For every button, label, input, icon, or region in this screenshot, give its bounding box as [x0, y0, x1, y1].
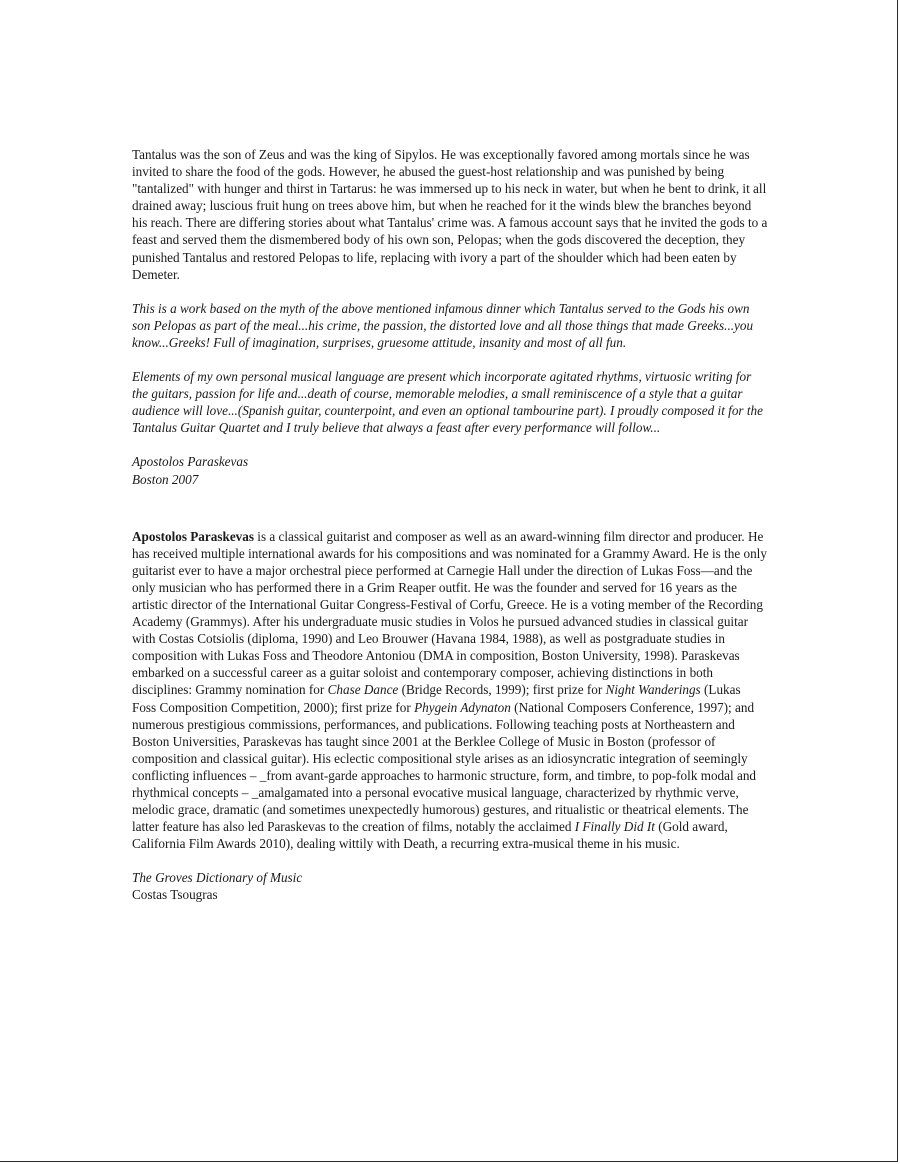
composer-note-paragraph-1: This is a work based on the myth of the above mentioned infamous dinner which Tantalus served to the Gods his own son Pelopas as part of the meal...his crime, the passion, the distorted love and all those things that made Greeks...you know...Greeks! Full of imagination, surprises, gruesome attitude, insanity and most of all fun. — [132, 300, 754, 350]
source-publication: The Groves Dictionary of Music — [132, 870, 303, 886]
biography-work-title: Phygein Adynaton — [414, 699, 511, 715]
biography-text: (Gold award, California Film Awards 2010), dealing wittily with Death, a recurring extra-musical theme in his music. — [132, 819, 728, 852]
biography-text: (National Composers Conference, 1997); and numerous prestigious commissions, performances, and publications. Following teaching posts at Northeastern and Boston Universities, Paraskevas has taught since 2001 at the Berklee College of Music in Boston (professor of composition and classical guitar). His eclectic compositional style arises as an idiosyncratic integration of seemingly conflicting influences – _from avant-garde approaches to harmonic structure, form, and timbre, to pop-folk modal and rhythmical concepts – _amalgamated into a personal evocative musical language, characterized by rhythmic verve, melodic grace, dramatic (and sometimes unexpectedly humorous) gestures, and ritualistic or theatrical elements. The latter feature has also led Paraskevas to the creation of films, notably the acclaimed — [132, 699, 757, 835]
biography-work-title: Night Wanderings — [605, 682, 701, 698]
biography-text: (Bridge Records, 1999); first prize for — [398, 682, 606, 698]
biography-text: is a classical guitarist and composer as well as an award-winning film director and producer. He has received multiple international awards for his compositions and was nominated for a Grammy Award. He is the only guitarist ever to have a major orchestral piece performed at Carnegie Hall under the direction of Lukas Foss—and the only musician who has performed there in a Grim Reaper outfit. He was the founder and served for 16 years as the artistic director of the International Guitar Congress-Festival of Corfu, Greece. He is a voting member of the Recording Academy (Grammys). After his undergraduate music studies in Volos he pursued advanced studies in classical guitar with Costas Cotsiolis (diploma, 1990) and Leo Brouwer (Havana 1984, 1988), as well as postgraduate studies in composition with Lukas Foss and Theodore Antoniou (DMA in composition, Boston University, 1998). Paraskevas embarked on a successful career as a guitar soloist and contemporary composer, achieving distinctions in both disciplines: Grammy nomination for — [132, 528, 767, 698]
biography-film-title: I Finally Did It — [574, 819, 655, 835]
biography-source — [132, 869, 768, 903]
composer-signature-place-year: Boston 2007 — [132, 471, 199, 487]
source-author: Costas Tsougras — [132, 887, 218, 903]
composer-signature-name: Apostolos Paraskevas — [132, 454, 249, 470]
biography-text: (Lukas Foss Composition Competition, 2000); first prize for — [132, 682, 741, 715]
tantalus-intro-paragraph: Tantalus was the son of Zeus and was the king of Sipylos. He was exceptionally favored among mortals since he was invited to share the food of the gods. However, he abused the guest-host relationship and was punished by being "tantalized" with hunger and thirst in Tartarus: he was immersed up to his neck in water, but when he bent to drink, it all drained away; luscious fruit hung on trees above him, but when he reached for it the winds blew the branches beyond his reach. There are differing stories about what Tantalus' crime was. A famous account says that he invited the gods to a feast and served them the dismembered body of his own son, Pelopas; when the gods discovered the deception, they punished Tantalus and restored Pelopas to life, replacing with ivory a part of the shoulder which had been eaten by Demeter. — [132, 147, 768, 282]
page-content — [132, 146, 768, 904]
biography-name: Apostolos Paraskevas — [132, 528, 254, 544]
biography-work-title: Chase Dance — [327, 682, 399, 698]
biography-paragraph — [132, 528, 768, 853]
composer-note-paragraph-2: Elements of my own personal musical language are present which incorporate agitated rhythms, virtuosic writing for the guitars, passion for life and...death of course, memorable melodies, a small reminiscence of a style that a guitar audience will love...(Spanish guitar, counterpoint, and even an optional tambourine part). I proudly composed it for the Tantalus Guitar Quartet and I truly believe that always a feast after every performance will follow... — [132, 369, 763, 436]
composer-signature — [132, 453, 768, 487]
